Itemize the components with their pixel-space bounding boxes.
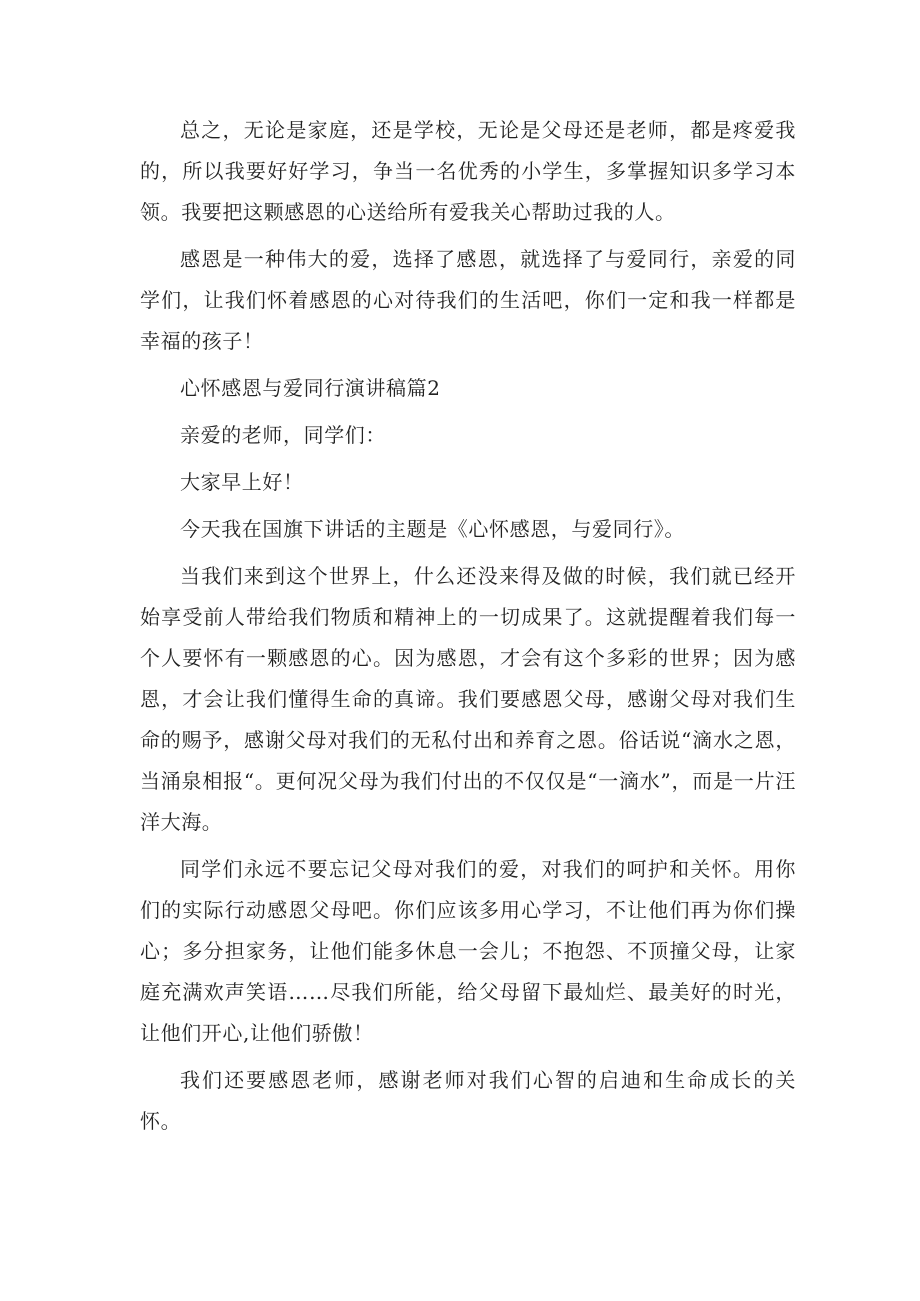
- paragraph-parents-gratitude: 当我们来到这个世界上，什么还没来得及做的时候，我们就已经开始享受前人带给我们物质和精神上的一切成果了。这就提醒着我们每一个人要怀有一颗感恩的心。因为感恩，才会有这个多彩的世界；因为感恩，才会让我们懂得生命的真谛。我们要感恩父母，感谢父母对我们生命的赐予，感谢父母对我们的无私付出和养育之恩。俗话说“滴水之恩，当涌泉相报“。更何况父母为我们付出的不仅仅是“一滴水”，而是一片汪洋大海。: [140, 564, 796, 834]
- paragraph-parents-love: 同学们永远不要忘记父母对我们的爱，对我们的呵护和关怀。用你们的实际行动感恩父母吧。你们应该多用心学习，不让他们再为你们操心；多分担家务，让他们能多休息一会儿；不抱怨、不顶撞父母，让家庭充满欢声笑语……尽我们所能，给父母留下最灿烂、最美好的时光，让他们开心,让他们骄傲！: [140, 857, 796, 1045]
- paragraph-summary: 总之，无论是家庭，还是学校，无论是父母还是老师，都是疼爱我的，所以我要好好学习，争当一名优秀的小学生，多掌握知识多学习本领。我要把这颗感恩的心送给所有爱我关心帮助过我的人。: [140, 118, 796, 224]
- paragraph-teachers: 我们还要感恩老师，感谢老师对我们心智的启迪和生命成长的关怀。: [140, 1068, 796, 1133]
- section-heading: 心怀感恩与爱同行演讲稿篇2: [180, 376, 441, 400]
- paragraph-topic: 今天我在国旗下讲话的主题是《心怀感恩，与爱同行》。: [180, 517, 685, 541]
- greeting-salutation: 亲爱的老师，同学们：: [180, 423, 386, 447]
- document-body: [140, 110, 796, 1148]
- paragraph-gratitude: 感恩是一种伟大的爱，选择了感恩，就选择了与爱同行，亲爱的同学们，让我们怀着感恩的心对待我们的生活吧，你们一定和我一样都是幸福的孩子！: [140, 247, 796, 353]
- greeting-morning: 大家早上好！: [180, 470, 304, 494]
